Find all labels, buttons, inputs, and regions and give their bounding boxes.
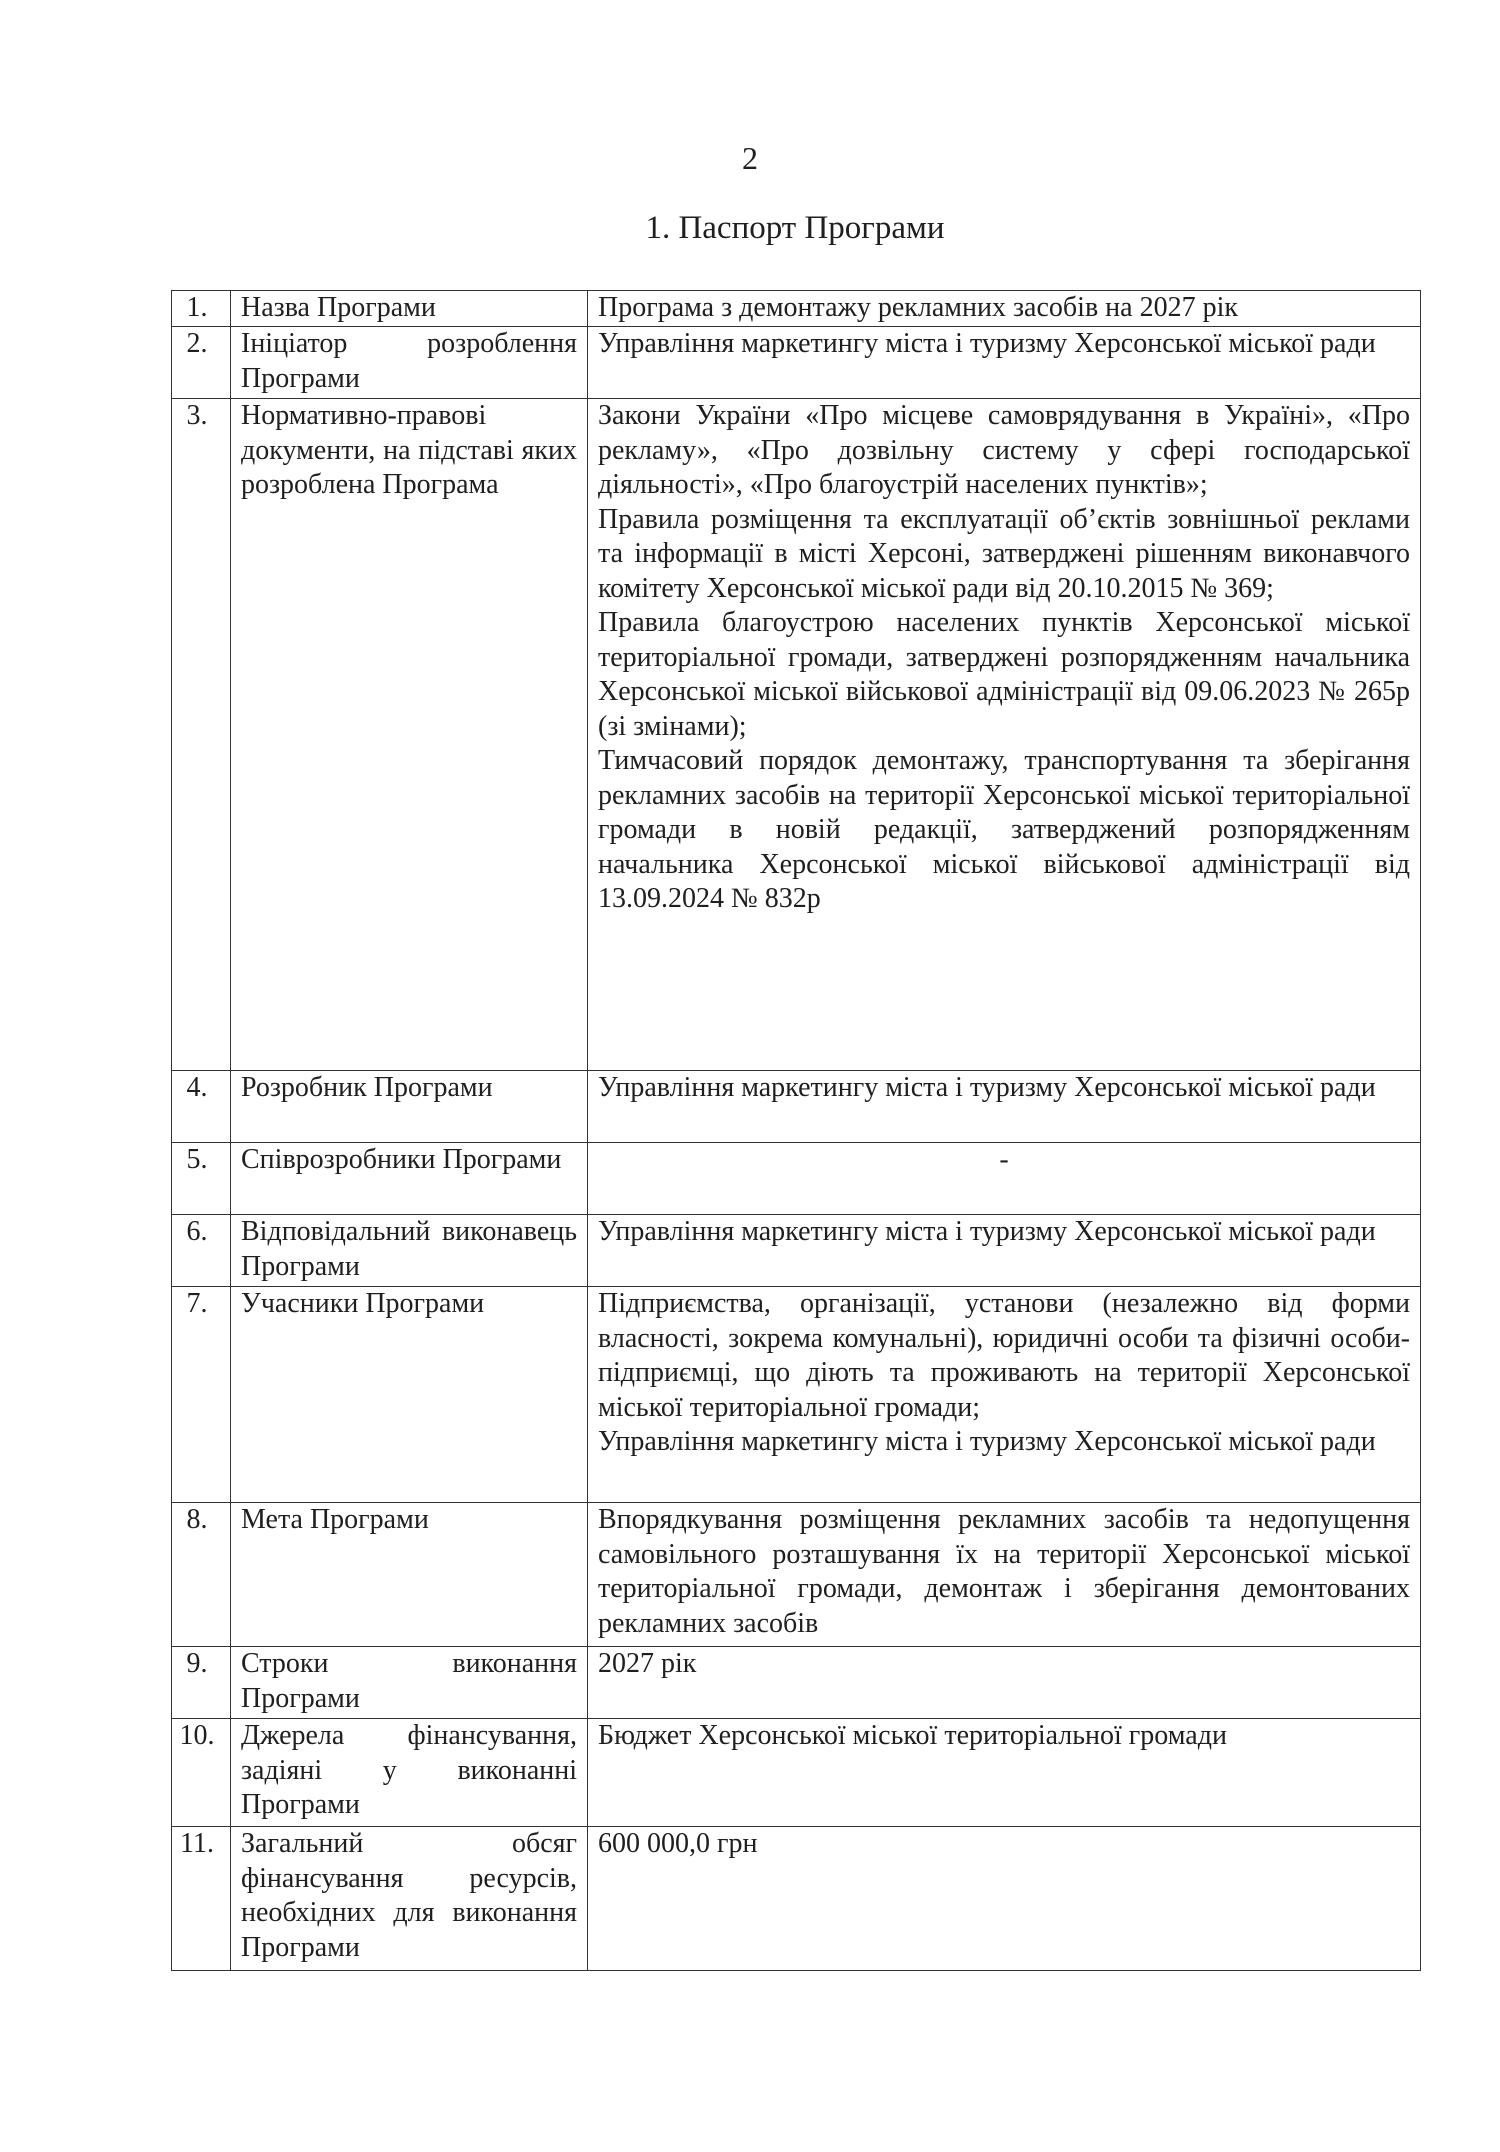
row-number: 4. [172,1071,231,1143]
value-paragraph: Тимчасовий порядок демонтажу, транспортування та зберігання рекламних засобів на території Херсонської міської територіальної громади в новій редакції, затверджений розпорядженням начальника Херсонської міської військової адміністрації від 13.09.2024 № 832р [598,745,1410,914]
value-paragraph: Впорядкування розміщення рекламних засобів та недопущення самовільного розташування їх на території Херсонської міської територіальної громади, демонтаж і зберігання демонтованих рекламних засобів [598,1504,1410,1639]
row-field-value [588,291,1421,327]
row-number: 9. [172,1647,231,1719]
value-paragraph: 600 000,0 грн [598,1828,758,1859]
row-number: 6. [172,1215,231,1287]
row-field-value [588,1215,1421,1287]
table-row [172,1215,1421,1287]
row-field-name: Назва Програми [231,291,588,327]
table-row [172,327,1421,399]
table-row [172,399,1421,1071]
row-field-value [588,1287,1421,1503]
table-row [172,1719,1421,1827]
table-row [172,1503,1421,1647]
value-paragraph: - [999,1144,1009,1175]
row-field-name: Учасники Програми [231,1287,588,1503]
row-field-name: Нормативно-правові документи, на підставі яких розроблена Програма [231,399,588,1071]
row-number: 10. [172,1719,231,1827]
row-field-name: Ініціатор розроблення Програми [231,327,588,399]
row-field-name: Розробник Програми [231,1071,588,1143]
page-title: 1. Паспорт Програми [645,210,945,246]
value-paragraph: 2027 рік [598,1648,697,1679]
table-row [172,291,1421,327]
row-field-name: Загальний обсяг фінансування ресурсів, необхідних для виконання Програми [231,1827,588,1971]
row-number: 11. [172,1827,231,1971]
value-paragraph: Правила розміщення та експлуатації об’єктів зовнішньої реклами та інформації в місті Херсоні, затверджені рішенням виконавчого комітету Херсонської міської ради від 20.10.2015 № 369; [598,503,1410,604]
table-row [172,1143,1421,1215]
passport-table-body [172,291,1421,1971]
row-number: 2. [172,327,231,399]
page-number: 2 [742,140,758,176]
value-paragraph: Підприємства, організації, установи (незалежно від форми власності, зокрема комунальні), юридичні особи та фізичні особи-підприємці, що діють та проживають на території Херсонської міської територіальної громади; [598,1288,1410,1423]
value-paragraph: Управління маркетингу міста і туризму Херсонської міської ради [598,1426,1376,1457]
row-field-value [588,1143,1421,1215]
row-number: 1. [172,291,231,327]
row-number: 8. [172,1503,231,1647]
row-number: 5. [172,1143,231,1215]
row-number: 3. [172,399,231,1071]
row-field-name: Співрозробники Програми [231,1143,588,1215]
value-paragraph: Управління маркетингу міста і туризму Херсонської міської ради [598,1216,1376,1247]
row-number: 7. [172,1287,231,1503]
row-field-value [588,1719,1421,1827]
row-field-name: Відповідальний виконавець Програми [231,1215,588,1287]
table-row [172,1071,1421,1143]
row-field-value [588,1647,1421,1719]
table-row [172,1827,1421,1971]
row-field-value [588,1827,1421,1971]
value-paragraph: Програма з демонтажу рекламних засобів на 2027 рік [598,292,1238,323]
value-paragraph: Управління маркетингу міста і туризму Херсонської міської ради [598,1072,1376,1103]
table-row [172,1647,1421,1719]
row-field-name: Мета Програми [231,1503,588,1647]
program-passport-table [171,290,1421,1971]
value-paragraph: Бюджет Херсонської міської територіальної громади [598,1720,1227,1751]
value-paragraph: Правила благоустрою населених пунктів Херсонської міської територіальної громади, затверджені розпорядженням начальника Херсонської міської військової адміністрації від 09.06.2023 № 265р (зі змінами); [598,607,1410,742]
value-paragraph: Закони України «Про місцеве самоврядування в Україні», «Про рекламу», «Про дозвільну систему у сфері господарської діяльності», «Про благоустрій населених пунктів»; [598,400,1410,500]
row-field-value [588,1071,1421,1143]
row-field-name: Строки виконання Програми [231,1647,588,1719]
row-field-value [588,399,1421,1071]
table-row [172,1287,1421,1503]
row-field-name: Джерела фінансування, задіяні у виконанні Програми [231,1719,588,1827]
value-paragraph: Управління маркетингу міста і туризму Херсонської міської ради [598,328,1376,359]
row-field-value [588,1503,1421,1647]
row-field-value [588,327,1421,399]
